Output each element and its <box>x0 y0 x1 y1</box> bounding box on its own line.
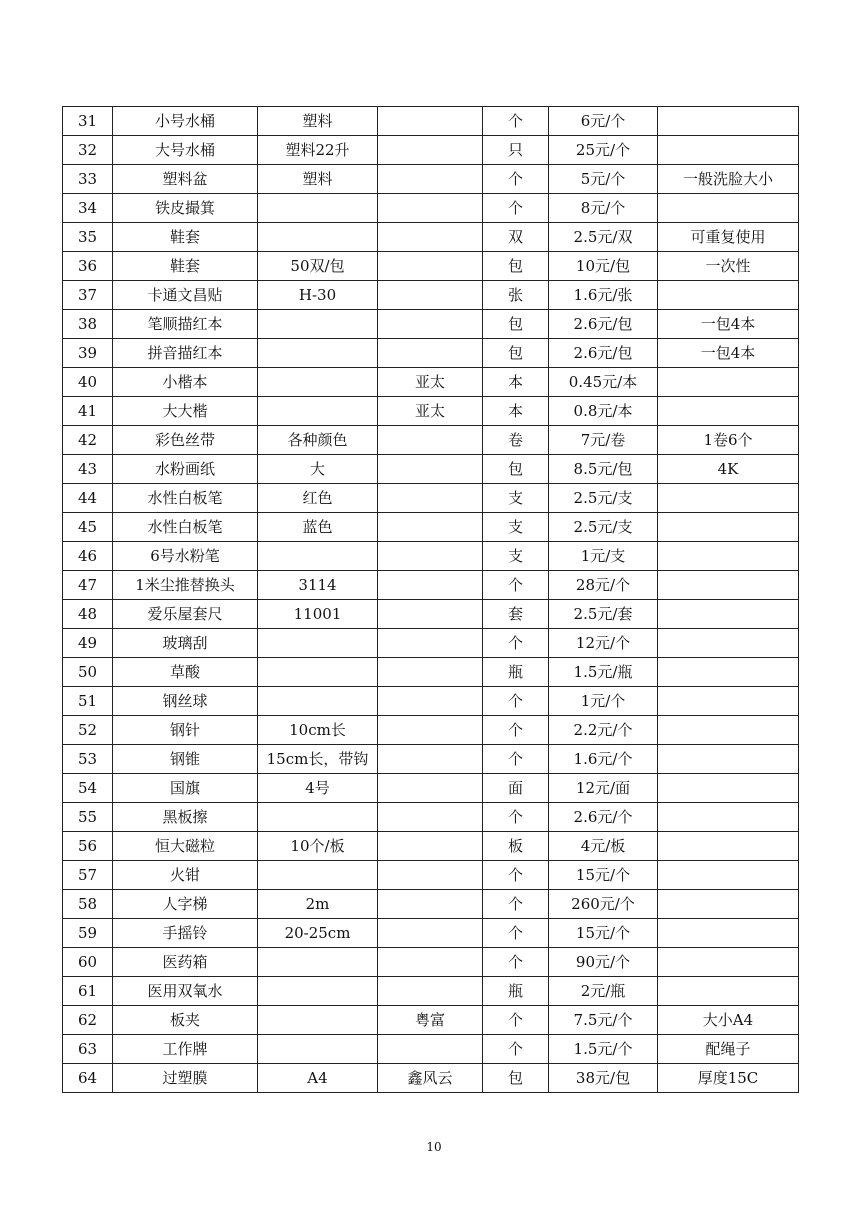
table-row <box>63 716 799 745</box>
cell-number: 51 <box>63 687 113 716</box>
table-row <box>63 890 799 919</box>
cell-item-name: 小号水桶 <box>113 107 258 136</box>
cell-item-name: 钢丝球 <box>113 687 258 716</box>
cell-price: 2.6元/个 <box>549 803 658 832</box>
cell-number: 31 <box>63 107 113 136</box>
cell-unit: 支 <box>483 542 549 571</box>
cell-item-name: 铁皮撮箕 <box>113 194 258 223</box>
cell-spec: 10cm长 <box>258 716 378 745</box>
cell-unit: 包 <box>483 252 549 281</box>
cell-price: 1元/支 <box>549 542 658 571</box>
cell-brand <box>378 455 483 484</box>
cell-price: 10元/包 <box>549 252 658 281</box>
cell-note <box>658 890 799 919</box>
cell-number: 62 <box>63 1006 113 1035</box>
cell-brand <box>378 513 483 542</box>
cell-price: 8.5元/包 <box>549 455 658 484</box>
cell-brand <box>378 571 483 600</box>
cell-number: 48 <box>63 600 113 629</box>
cell-note <box>658 977 799 1006</box>
table-row <box>63 571 799 600</box>
cell-item-name: 1米尘推替换头 <box>113 571 258 600</box>
cell-number: 59 <box>63 919 113 948</box>
cell-number: 49 <box>63 629 113 658</box>
cell-note <box>658 484 799 513</box>
cell-note <box>658 513 799 542</box>
cell-unit: 板 <box>483 832 549 861</box>
cell-unit: 双 <box>483 223 549 252</box>
cell-brand <box>378 136 483 165</box>
table-row <box>63 774 799 803</box>
cell-note <box>658 107 799 136</box>
cell-spec: 塑料22升 <box>258 136 378 165</box>
cell-number: 52 <box>63 716 113 745</box>
cell-price: 15元/个 <box>549 861 658 890</box>
cell-number: 40 <box>63 368 113 397</box>
cell-unit: 包 <box>483 310 549 339</box>
table-row <box>63 513 799 542</box>
cell-price: 2.5元/支 <box>549 484 658 513</box>
cell-unit: 个 <box>483 571 549 600</box>
cell-spec: 10个/板 <box>258 832 378 861</box>
cell-unit: 个 <box>483 165 549 194</box>
cell-brand <box>378 658 483 687</box>
cell-number: 58 <box>63 890 113 919</box>
cell-note <box>658 803 799 832</box>
cell-brand <box>378 977 483 1006</box>
cell-price: 2元/瓶 <box>549 977 658 1006</box>
cell-price: 15元/个 <box>549 919 658 948</box>
cell-item-name: 医用双氧水 <box>113 977 258 1006</box>
cell-note <box>658 629 799 658</box>
cell-price: 28元/个 <box>549 571 658 600</box>
cell-item-name: 笔顺描红本 <box>113 310 258 339</box>
cell-note <box>658 281 799 310</box>
table-row <box>63 194 799 223</box>
cell-unit: 个 <box>483 716 549 745</box>
cell-unit: 个 <box>483 1006 549 1035</box>
cell-unit: 个 <box>483 745 549 774</box>
cell-price: 7.5元/个 <box>549 1006 658 1035</box>
cell-price: 12元/个 <box>549 629 658 658</box>
cell-spec: 4号 <box>258 774 378 803</box>
cell-brand <box>378 165 483 194</box>
cell-item-name: 草酸 <box>113 658 258 687</box>
cell-number: 54 <box>63 774 113 803</box>
table-row <box>63 919 799 948</box>
cell-item-name: 塑料盆 <box>113 165 258 194</box>
cell-note <box>658 571 799 600</box>
table-row <box>63 861 799 890</box>
cell-brand <box>378 745 483 774</box>
cell-item-name: 水粉画纸 <box>113 455 258 484</box>
cell-number: 55 <box>63 803 113 832</box>
cell-note <box>658 136 799 165</box>
cell-spec: H-30 <box>258 281 378 310</box>
cell-item-name: 玻璃刮 <box>113 629 258 658</box>
table-row <box>63 223 799 252</box>
cell-spec <box>258 542 378 571</box>
table-row <box>63 339 799 368</box>
cell-unit: 包 <box>483 339 549 368</box>
cell-unit: 个 <box>483 803 549 832</box>
cell-price: 6元/个 <box>549 107 658 136</box>
cell-note <box>658 194 799 223</box>
cell-item-name: 6号水粉笔 <box>113 542 258 571</box>
cell-item-name: 火钳 <box>113 861 258 890</box>
cell-item-name: 水性白板笔 <box>113 484 258 513</box>
cell-price: 2.5元/双 <box>549 223 658 252</box>
cell-note: 4K <box>658 455 799 484</box>
cell-brand <box>378 687 483 716</box>
cell-spec <box>258 368 378 397</box>
cell-number: 60 <box>63 948 113 977</box>
cell-price: 1.5元/瓶 <box>549 658 658 687</box>
cell-number: 38 <box>63 310 113 339</box>
cell-brand <box>378 861 483 890</box>
cell-brand <box>378 600 483 629</box>
cell-spec: 蓝色 <box>258 513 378 542</box>
cell-unit: 本 <box>483 368 549 397</box>
table-row <box>63 745 799 774</box>
cell-item-name: 过塑膜 <box>113 1064 258 1093</box>
table-row <box>63 455 799 484</box>
price-table <box>62 106 799 1093</box>
table-row <box>63 397 799 426</box>
table-row <box>63 368 799 397</box>
cell-item-name: 钢锥 <box>113 745 258 774</box>
cell-number: 42 <box>63 426 113 455</box>
cell-note: 一次性 <box>658 252 799 281</box>
cell-note <box>658 687 799 716</box>
cell-note <box>658 542 799 571</box>
page-number: 10 <box>426 1140 442 1154</box>
cell-number: 37 <box>63 281 113 310</box>
cell-spec <box>258 1006 378 1035</box>
cell-note: 一包4本 <box>658 310 799 339</box>
cell-number: 36 <box>63 252 113 281</box>
cell-brand <box>378 890 483 919</box>
cell-number: 63 <box>63 1035 113 1064</box>
table-row <box>63 484 799 513</box>
cell-brand: 鑫风云 <box>378 1064 483 1093</box>
cell-price: 1.6元/个 <box>549 745 658 774</box>
cell-brand <box>378 281 483 310</box>
cell-brand <box>378 310 483 339</box>
cell-item-name: 板夹 <box>113 1006 258 1035</box>
table-row <box>63 165 799 194</box>
cell-brand: 亚太 <box>378 397 483 426</box>
table-row <box>63 426 799 455</box>
cell-brand <box>378 716 483 745</box>
table-row <box>63 252 799 281</box>
cell-unit: 个 <box>483 948 549 977</box>
cell-number: 56 <box>63 832 113 861</box>
cell-note <box>658 397 799 426</box>
cell-note <box>658 919 799 948</box>
cell-item-name: 国旗 <box>113 774 258 803</box>
cell-number: 34 <box>63 194 113 223</box>
cell-brand <box>378 774 483 803</box>
cell-price: 25元/个 <box>549 136 658 165</box>
cell-number: 61 <box>63 977 113 1006</box>
cell-brand <box>378 542 483 571</box>
cell-spec: 11001 <box>258 600 378 629</box>
cell-unit: 张 <box>483 281 549 310</box>
cell-unit: 卷 <box>483 426 549 455</box>
table-row <box>63 542 799 571</box>
cell-item-name: 手摇铃 <box>113 919 258 948</box>
cell-item-name: 人字梯 <box>113 890 258 919</box>
cell-number: 47 <box>63 571 113 600</box>
cell-unit: 个 <box>483 890 549 919</box>
cell-item-name: 爱乐屋套尺 <box>113 600 258 629</box>
cell-unit: 套 <box>483 600 549 629</box>
cell-brand <box>378 484 483 513</box>
cell-number: 53 <box>63 745 113 774</box>
cell-item-name: 大大楷 <box>113 397 258 426</box>
table-row <box>63 600 799 629</box>
table-row <box>63 948 799 977</box>
cell-note: 配绳子 <box>658 1035 799 1064</box>
cell-brand <box>378 107 483 136</box>
cell-item-name: 医药箱 <box>113 948 258 977</box>
cell-spec <box>258 687 378 716</box>
cell-spec: 大 <box>258 455 378 484</box>
cell-price: 2.6元/包 <box>549 310 658 339</box>
table-row <box>63 832 799 861</box>
cell-brand <box>378 832 483 861</box>
cell-price: 2.2元/个 <box>549 716 658 745</box>
cell-price: 0.45元/本 <box>549 368 658 397</box>
cell-brand <box>378 252 483 281</box>
cell-price: 260元/个 <box>549 890 658 919</box>
table-row <box>63 1035 799 1064</box>
cell-brand <box>378 629 483 658</box>
cell-number: 33 <box>63 165 113 194</box>
cell-unit: 个 <box>483 1035 549 1064</box>
cell-item-name: 卡通文昌贴 <box>113 281 258 310</box>
cell-spec <box>258 310 378 339</box>
cell-item-name: 恒大磁粒 <box>113 832 258 861</box>
cell-spec <box>258 1035 378 1064</box>
cell-note: 大小A4 <box>658 1006 799 1035</box>
cell-item-name: 黑板擦 <box>113 803 258 832</box>
cell-unit: 支 <box>483 484 549 513</box>
cell-note: 可重复使用 <box>658 223 799 252</box>
cell-note <box>658 861 799 890</box>
cell-unit: 瓶 <box>483 658 549 687</box>
cell-spec: 3114 <box>258 571 378 600</box>
cell-spec: 50双/包 <box>258 252 378 281</box>
cell-brand <box>378 194 483 223</box>
cell-brand <box>378 919 483 948</box>
cell-unit: 个 <box>483 919 549 948</box>
cell-spec: 2m <box>258 890 378 919</box>
cell-unit: 个 <box>483 687 549 716</box>
table-row <box>63 977 799 1006</box>
cell-note <box>658 948 799 977</box>
cell-unit: 只 <box>483 136 549 165</box>
table-row <box>63 803 799 832</box>
table-row <box>63 281 799 310</box>
cell-unit: 个 <box>483 861 549 890</box>
cell-item-name: 鞋套 <box>113 252 258 281</box>
cell-price: 90元/个 <box>549 948 658 977</box>
cell-spec <box>258 948 378 977</box>
cell-brand <box>378 223 483 252</box>
cell-number: 50 <box>63 658 113 687</box>
cell-brand <box>378 426 483 455</box>
cell-price: 5元/个 <box>549 165 658 194</box>
cell-unit: 本 <box>483 397 549 426</box>
cell-price: 38元/包 <box>549 1064 658 1093</box>
cell-item-name: 拼音描红本 <box>113 339 258 368</box>
cell-spec <box>258 629 378 658</box>
cell-item-name: 彩色丝带 <box>113 426 258 455</box>
table-row <box>63 629 799 658</box>
cell-note: 厚度15C <box>658 1064 799 1093</box>
cell-brand <box>378 803 483 832</box>
cell-price: 7元/卷 <box>549 426 658 455</box>
cell-spec: 各种颜色 <box>258 426 378 455</box>
cell-price: 2.5元/支 <box>549 513 658 542</box>
cell-price: 2.6元/包 <box>549 339 658 368</box>
cell-spec <box>258 339 378 368</box>
cell-spec: 塑料 <box>258 165 378 194</box>
table-body <box>63 107 799 1093</box>
cell-note <box>658 774 799 803</box>
table-row <box>63 1006 799 1035</box>
table-row <box>63 310 799 339</box>
cell-brand: 亚太 <box>378 368 483 397</box>
cell-number: 43 <box>63 455 113 484</box>
cell-spec <box>258 803 378 832</box>
cell-item-name: 鞋套 <box>113 223 258 252</box>
cell-unit: 包 <box>483 455 549 484</box>
cell-price: 0.8元/本 <box>549 397 658 426</box>
cell-spec <box>258 194 378 223</box>
cell-item-name: 大号水桶 <box>113 136 258 165</box>
cell-price: 2.5元/套 <box>549 600 658 629</box>
cell-number: 32 <box>63 136 113 165</box>
cell-unit: 个 <box>483 629 549 658</box>
cell-brand <box>378 339 483 368</box>
cell-price: 1元/个 <box>549 687 658 716</box>
cell-price: 12元/面 <box>549 774 658 803</box>
cell-number: 39 <box>63 339 113 368</box>
cell-number: 46 <box>63 542 113 571</box>
cell-price: 1.6元/张 <box>549 281 658 310</box>
cell-item-name: 水性白板笔 <box>113 513 258 542</box>
cell-number: 45 <box>63 513 113 542</box>
table-row <box>63 658 799 687</box>
cell-spec <box>258 223 378 252</box>
table-row <box>63 107 799 136</box>
cell-note: 1卷6个 <box>658 426 799 455</box>
cell-item-name: 工作牌 <box>113 1035 258 1064</box>
cell-note <box>658 600 799 629</box>
cell-spec: 红色 <box>258 484 378 513</box>
cell-note <box>658 716 799 745</box>
cell-number: 41 <box>63 397 113 426</box>
cell-note <box>658 368 799 397</box>
cell-price: 8元/个 <box>549 194 658 223</box>
cell-unit: 瓶 <box>483 977 549 1006</box>
cell-brand <box>378 948 483 977</box>
cell-spec <box>258 977 378 1006</box>
cell-note <box>658 832 799 861</box>
cell-spec: 塑料 <box>258 107 378 136</box>
cell-note <box>658 658 799 687</box>
cell-unit: 面 <box>483 774 549 803</box>
cell-unit: 个 <box>483 194 549 223</box>
cell-number: 57 <box>63 861 113 890</box>
cell-spec: 15cm长，带钩 <box>258 745 378 774</box>
cell-unit: 包 <box>483 1064 549 1093</box>
cell-price: 1.5元/个 <box>549 1035 658 1064</box>
cell-spec <box>258 397 378 426</box>
cell-note: 一般洗脸大小 <box>658 165 799 194</box>
cell-spec <box>258 861 378 890</box>
table-row <box>63 1064 799 1093</box>
cell-note <box>658 745 799 774</box>
cell-number: 44 <box>63 484 113 513</box>
cell-note: 一包4本 <box>658 339 799 368</box>
cell-number: 35 <box>63 223 113 252</box>
table-row <box>63 136 799 165</box>
cell-unit: 支 <box>483 513 549 542</box>
cell-item-name: 钢针 <box>113 716 258 745</box>
table-row <box>63 687 799 716</box>
cell-number: 64 <box>63 1064 113 1093</box>
cell-spec: 20-25cm <box>258 919 378 948</box>
cell-item-name: 小楷本 <box>113 368 258 397</box>
cell-unit: 个 <box>483 107 549 136</box>
cell-spec: A4 <box>258 1064 378 1093</box>
cell-brand <box>378 1035 483 1064</box>
cell-spec <box>258 658 378 687</box>
cell-brand: 粤富 <box>378 1006 483 1035</box>
cell-price: 4元/板 <box>549 832 658 861</box>
